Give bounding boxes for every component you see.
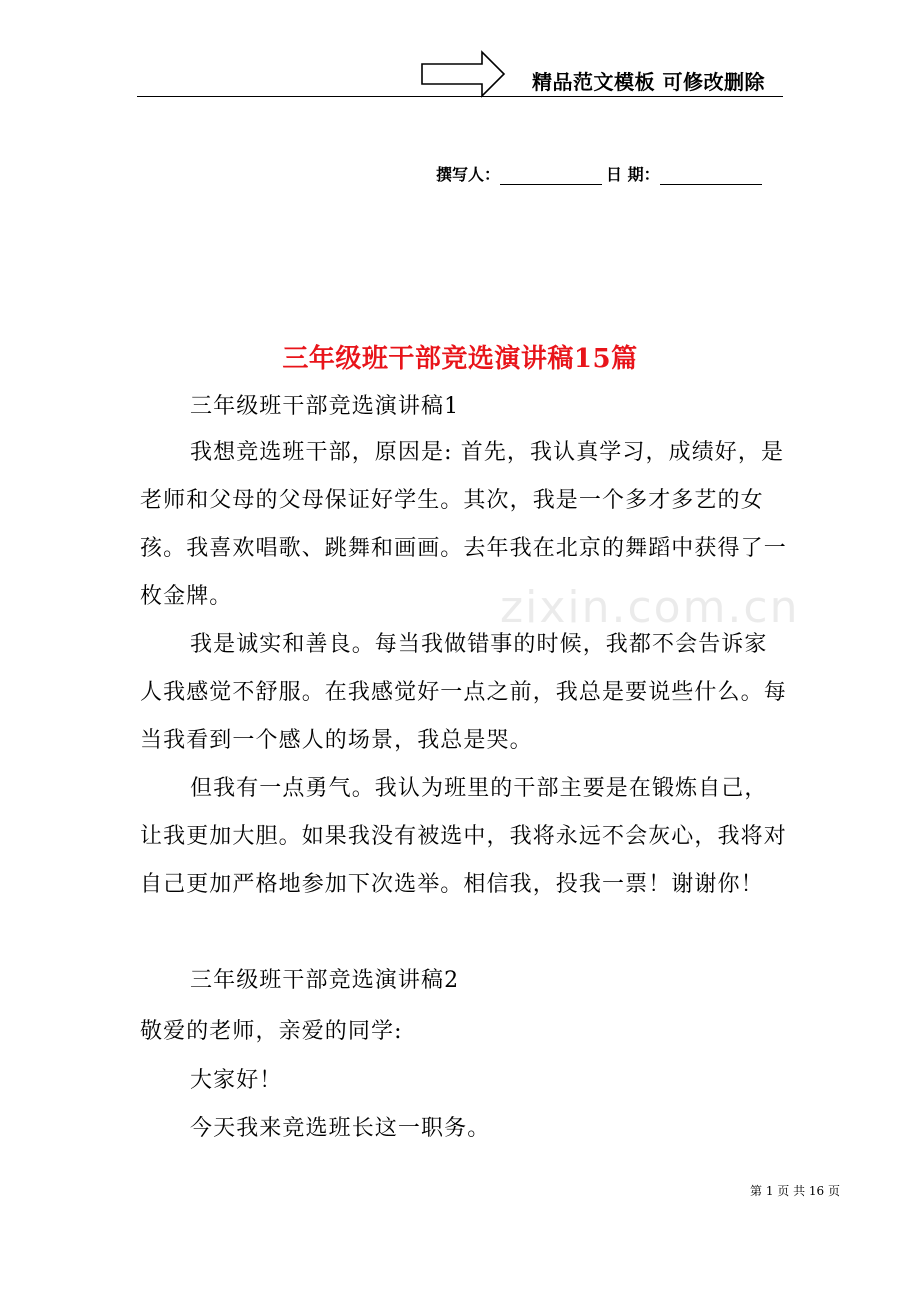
- watermark: zixin.com.cn: [500, 582, 800, 633]
- header-rule: [137, 96, 783, 97]
- date-field[interactable]: [660, 168, 762, 185]
- greeting: 大家好！: [190, 1068, 283, 1093]
- paragraph-1: 我想竞选班干部，原因是: 首先，我认真学习，成绩好，是老师和父母的父母保证好学生。其次，我是一个多才多艺的女孩。我喜欢唱歌、跳舞和画画。去年我在北京的舞蹈中获得了一枚金牌。: [140, 440, 787, 609]
- page-number: 第 1 页 共 16 页: [750, 1184, 840, 1198]
- arrow-icon: [420, 50, 506, 98]
- section-heading-1: 三年级班干部竞选演讲稿1: [190, 394, 460, 419]
- meta-row: [436, 162, 762, 185]
- paragraph-2: 我是诚实和善良。每当我做错事的时候，我都不会告诉家人我感觉不舒服。在我感觉好一点之前，我总是要说些什么。每当我看到一个感人的场景，我总是哭。: [140, 632, 787, 753]
- section-heading-2: 三年级班干部竞选演讲稿2: [190, 968, 460, 993]
- author-field[interactable]: [500, 168, 602, 185]
- header-tag: 精品范文模板 可修改删除: [532, 70, 765, 94]
- date-label: 日 期：: [606, 165, 660, 184]
- paragraph-3: 但我有一点勇气。我认为班里的干部主要是在锻炼自己，让我更加大胆。如果我没有被选中，我将永远不会灰心，我将对自己更加严格地参加下次选举。相信我，投我一票！谢谢你！: [140, 776, 787, 897]
- author-label: 撰写人：: [436, 165, 501, 184]
- doc-title: 三年级班干部竞选演讲稿15篇: [282, 344, 638, 374]
- salutation: 敬爱的老师，亲爱的同学:: [140, 1019, 403, 1044]
- intro-line: 今天我来竞选班长这一职务。: [190, 1116, 491, 1141]
